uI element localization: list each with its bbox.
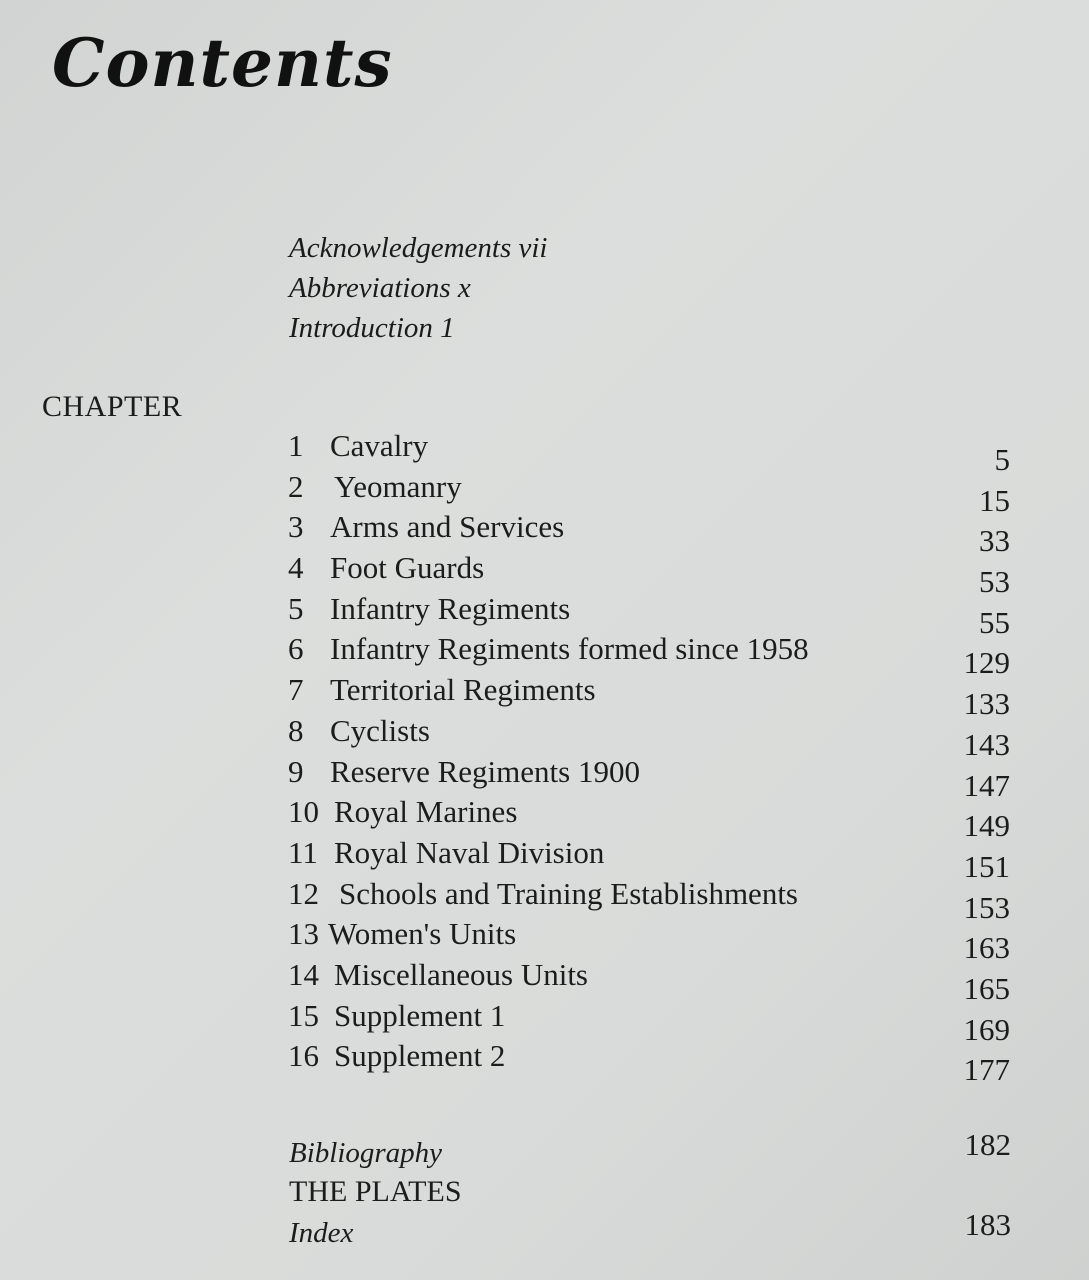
front-matter-abbreviations: Abbreviations x — [289, 272, 471, 304]
chapter-page: 177 — [963, 1052, 1010, 1088]
chapter-row — [288, 550, 1028, 600]
chapter-title: Miscellaneous Units — [334, 956, 588, 992]
chapter-page: 165 — [963, 970, 1010, 1006]
chapter-page: 5 — [994, 442, 1010, 477]
chapter-row — [288, 712, 1028, 762]
chapter-row — [288, 916, 1028, 966]
chapter-title: Women's Units — [328, 916, 517, 952]
chapter-page: 15 — [979, 482, 1010, 518]
chapter-row — [288, 753, 1028, 803]
index-page: 183 — [964, 1207, 1011, 1242]
chapter-number: 9 — [288, 753, 304, 789]
chapter-title: Infantry Regiments formed since 1958 — [330, 631, 809, 667]
chapter-page: 55 — [979, 604, 1010, 640]
chapter-title: Reserve Regiments 1900 — [330, 753, 640, 789]
chapter-list — [288, 428, 1028, 1088]
show-through-text — [560, 20, 566, 47]
chapter-row — [288, 834, 1028, 884]
chapter-number: 13 — [288, 916, 319, 952]
chapter-row — [288, 794, 1028, 844]
chapter-title: Cyclists — [330, 712, 430, 748]
chapter-title: Arms and Services — [330, 509, 565, 545]
chapter-row — [288, 1038, 1028, 1088]
front-matter-list — [289, 228, 548, 348]
end-matter-list — [289, 1127, 1029, 1255]
chapter-row — [288, 875, 1028, 925]
chapter-number: 1 — [288, 428, 304, 463]
chapter-row — [288, 590, 1028, 640]
front-matter-acknowledgements: Acknowledgements vii — [289, 232, 548, 264]
chapter-title: Cavalry — [330, 428, 429, 463]
chapter-page: 153 — [963, 889, 1010, 925]
chapter-page: 169 — [963, 1011, 1010, 1047]
chapter-page: 33 — [979, 523, 1010, 559]
chapter-row — [288, 468, 1028, 518]
chapter-title: Infantry Regiments — [330, 590, 571, 626]
chapter-title: Schools and Training Establishments — [339, 875, 798, 911]
chapter-number: 4 — [288, 550, 304, 586]
chapter-row — [288, 428, 1028, 477]
chapter-page: 149 — [963, 808, 1010, 844]
chapter-title: Foot Guards — [330, 550, 485, 586]
chapter-page: 163 — [963, 930, 1010, 966]
front-matter-introduction: Introduction 1 — [289, 312, 455, 344]
end-matter-plates — [289, 1175, 1029, 1215]
chapter-title: Supplement 1 — [334, 997, 506, 1033]
chapter-page: 147 — [963, 767, 1010, 803]
chapter-number: 12 — [288, 875, 319, 911]
chapter-page: 151 — [963, 848, 1010, 884]
chapter-heading: CHAPTER — [42, 390, 183, 423]
chapter-title: Territorial Regiments — [330, 672, 596, 708]
plates-label: THE PLATES — [289, 1175, 462, 1208]
index-label: Index — [289, 1217, 354, 1249]
chapter-title: Royal Marines — [334, 794, 518, 830]
end-matter-bibliography — [289, 1127, 1029, 1175]
chapter-number: 14 — [288, 956, 319, 992]
page-title: Contents — [52, 24, 393, 102]
chapter-number: 7 — [288, 672, 304, 708]
chapter-row — [288, 509, 1028, 559]
chapter-number: 11 — [288, 834, 318, 870]
bibliography-label: Bibliography — [289, 1137, 443, 1169]
chapter-title: Yeomanry — [334, 468, 462, 504]
chapter-number: 16 — [288, 1038, 319, 1074]
chapter-number: 10 — [288, 794, 319, 830]
chapter-title: Royal Naval Division — [334, 834, 605, 870]
chapter-number: 6 — [288, 631, 304, 667]
chapter-row — [288, 672, 1028, 722]
chapter-title: Supplement 2 — [334, 1038, 506, 1074]
chapter-row — [288, 631, 1028, 681]
chapter-page: 53 — [979, 564, 1010, 600]
chapter-number: 3 — [288, 509, 304, 545]
bibliography-page: 182 — [964, 1127, 1011, 1162]
chapter-page: 129 — [963, 645, 1010, 681]
chapter-row — [288, 997, 1028, 1047]
end-matter-index — [289, 1207, 1029, 1255]
chapter-number: 8 — [288, 712, 304, 748]
chapter-number: 2 — [288, 468, 304, 504]
chapter-number: 15 — [288, 997, 319, 1033]
chapter-page: 133 — [963, 686, 1010, 722]
chapter-page: 143 — [963, 726, 1010, 762]
chapter-number: 5 — [288, 590, 304, 626]
chapter-row — [288, 956, 1028, 1006]
